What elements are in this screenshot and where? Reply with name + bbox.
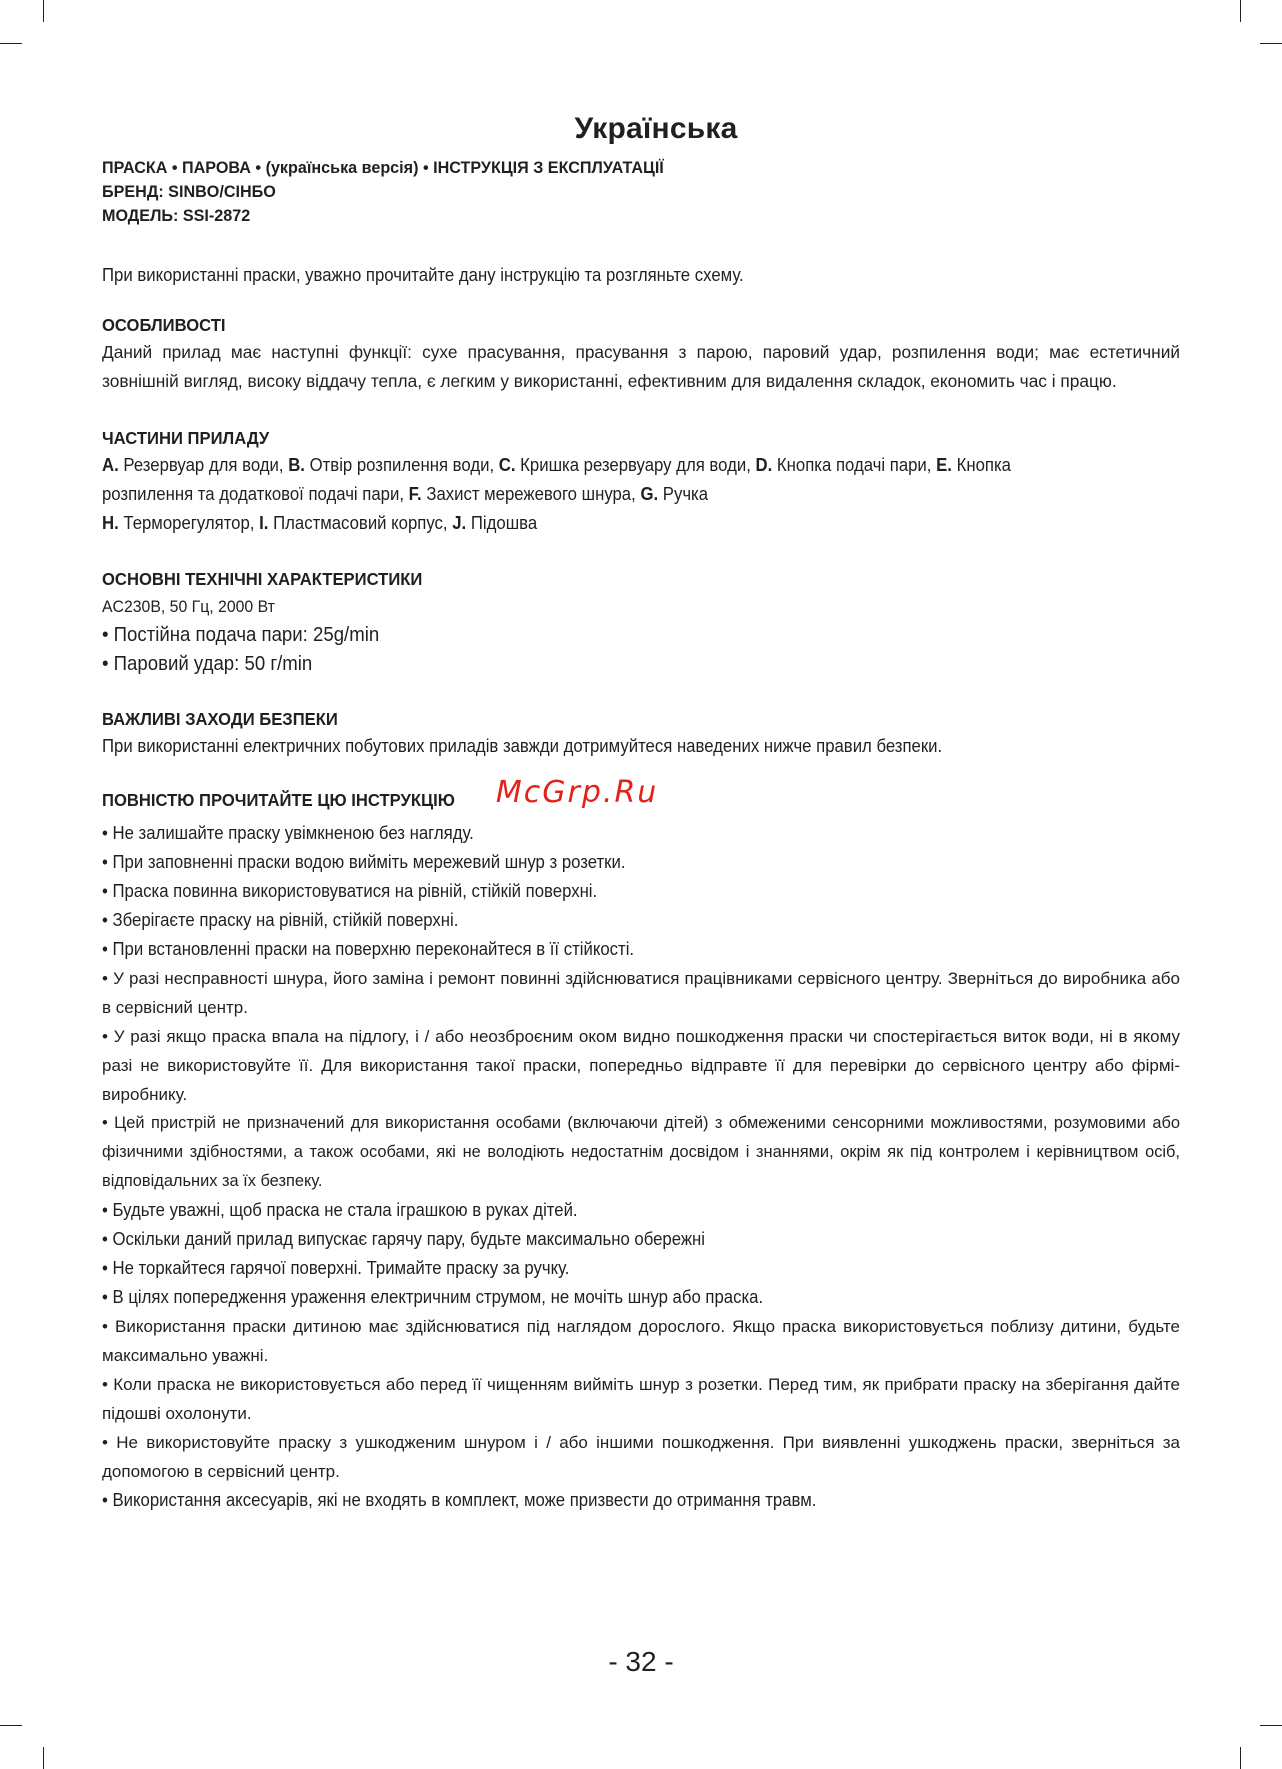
list-item: • Коли праска не використовується або перед її чищенням вийміть шнур з розетки. Перед тим, як прибрати праску на зберігання дайте підошві охолонути. (102, 1375, 1180, 1423)
part-text: Терморегулятор, (123, 513, 255, 533)
crop-mark-top-left (43, 0, 44, 22)
part-letter: E. (936, 455, 952, 475)
list-item: • Зберігаєте праску на рівній, стійкій поверхні. (102, 910, 459, 930)
list-item: • При заповненні праски водою вийміть мережевий шнур з розетки. (102, 852, 626, 872)
features-title: ОСОБЛИВОСТІ (102, 315, 226, 335)
crop-mark-top-left-h (0, 43, 22, 44)
list-item: • У разі несправності шнура, його заміна і ремонт повинні здійснюватися працівниками сервісного центру. Зверніться до виробника або в сервісний центр. (102, 969, 1180, 1017)
crop-mark-top-right (1240, 0, 1241, 22)
part-text: Захист мережевого шнура, (426, 484, 636, 504)
list-item: • Цей пристрій не призначений для використання особами (включаючи дітей) з обмеженими сенсорними можливостями, розумовими або фізичними здібностями, а також особами, які не володіють недостатнім досвідом і знаннями, окрім як під контролем і керівництвом осіб, відповідальних за їх безпеку. (102, 1114, 1180, 1190)
safety-title: ВАЖЛИВІ ЗАХОДИ БЕЗПЕКИ (102, 709, 338, 729)
list-item: • Праска повинна використовуватися на рівній, стійкій поверхні. (102, 881, 598, 901)
product-line: ПРАСКА • ПАРОВА • (українська версія) • ІНСТРУКЦІЯ З ЕКСПЛУАТАЦІЇ (102, 158, 664, 177)
list-item: • Використання аксесуарів, які не входять в комплект, може призвести до отримання травм. (102, 1490, 817, 1510)
spec-item: • Постійна подача пари: 25g/min (102, 624, 380, 646)
specs-title: ОСНОВНІ ТЕХНІЧНІ ХАРАКТЕРИСТИКИ (102, 569, 423, 589)
part-text: Резервуар для води, (123, 455, 284, 475)
part-letter: I. (259, 513, 269, 533)
crop-mark-bottom-left-h (0, 1725, 22, 1726)
part-letter: A. (102, 455, 119, 475)
part-text-continued: розпилення та додаткової подачі пари, (102, 484, 404, 504)
specs-section (102, 566, 1180, 679)
list-item: • В цілях попередження ураження електричним струмом, не мочіть шнур або праска. (102, 1287, 764, 1307)
read-all-section (102, 775, 1180, 1515)
safety-section (102, 706, 1180, 761)
parts-line-2 (102, 480, 1105, 509)
model-line: МОДЕЛЬ: SSI-2872 (102, 206, 251, 225)
part-text: Отвір розпилення води, (309, 455, 495, 475)
parts-line-3 (102, 509, 1105, 538)
list-item: • Оскільки даний прилад випускає гарячу пару, будьте максимально обережні (102, 1229, 706, 1249)
parts-title: ЧАСТИНИ ПРИЛАДУ (102, 428, 270, 448)
read-all-title: ПОВНІСТЮ ПРОЧИТАЙТЕ ЦЮ ІНСТРУКЦІЮ (102, 790, 455, 810)
watermark-logo: McGrp.Ru (495, 775, 659, 810)
part-text: Кнопка подачі пари, (776, 455, 932, 475)
list-item: • Використання праски дитиною має здійснюватися під наглядом дорослого. Якщо праска використовується поблизу дитини, будьте максимально уважні. (102, 1317, 1180, 1365)
parts-line-1 (102, 451, 1105, 480)
spec-item: • Паровий удар: 50 г/min (102, 653, 313, 675)
document-header (102, 156, 1180, 228)
list-item: • У разі якщо праска впала на підлогу, і / або неозброєним оком видно пошкодження праски чи спостерігається виток води, ні в якому разі не використовуйте її. Для використання такої праски, попередньо відправте її для перевірки до сервісного центру або фірмі-виробнику. (102, 1027, 1180, 1104)
part-text-first-word: Кнопка (956, 455, 1011, 475)
part-letter: D. (755, 455, 773, 475)
part-letter: J. (452, 513, 467, 533)
part-letter: C. (498, 455, 516, 475)
part-text: Підошва (470, 513, 538, 533)
part-letter: H. (102, 513, 119, 533)
safety-text: При використанні електричних побутових приладів завжди дотримуйтеся наведених нижче правил безпеки. (102, 736, 943, 756)
crop-mark-top-right-h (1260, 43, 1282, 44)
brand-line: БРЕНД: SINBO/СІНБО (102, 182, 276, 201)
list-item: • Будьте уважні, щоб праска не стала іграшкою в руках дітей. (102, 1200, 578, 1220)
crop-mark-bottom-right (1240, 1747, 1241, 1769)
page-title: Українська (574, 112, 738, 145)
intro-text: При використанні праски, уважно прочитайте дану інструкцію та розгляньте схему. (102, 265, 744, 285)
list-item: • При встановленні праски на поверхню переконайтеся в її стійкості. (102, 939, 635, 959)
parts-section (102, 425, 1180, 538)
specs-power: AC230В, 50 Гц, 2000 Вт (102, 597, 275, 616)
list-item: • Не використовуйте праску з ушкодженим шнуром і / або іншими пошкодження. При виявленні ушкоджень праски, зверніться за допомогою в сервісний центр. (102, 1433, 1180, 1481)
part-letter: F. (408, 484, 422, 504)
crop-mark-bottom-right-h (1260, 1725, 1282, 1726)
list-item: • Не торкайтеся гарячої поверхні. Тримайте праску за ручку. (102, 1258, 570, 1278)
part-text: Ручка (662, 484, 709, 504)
read-all-title-row (102, 775, 1180, 819)
crop-mark-bottom-left (43, 1747, 44, 1769)
part-text: Кришка резервуару для води, (520, 455, 751, 475)
page-number: - 32 - (608, 1646, 674, 1677)
part-letter: G. (640, 484, 659, 504)
features-text: Даний прилад має наступні функції: сухе прасування, прасування з парою, паровий удар, розпилення води; має естетичний зовнішній вигляд, високу віддачу тепла, є легким у використанні, ефективним для видалення складок, економить час і працю. (102, 342, 1180, 391)
document-page (102, 112, 1180, 1515)
features-section (102, 312, 1180, 396)
list-item: • Не залишайте праску увімкненою без нагляду. (102, 823, 474, 843)
part-text: Пластмасовий корпус, (273, 513, 448, 533)
part-letter: B. (288, 455, 305, 475)
